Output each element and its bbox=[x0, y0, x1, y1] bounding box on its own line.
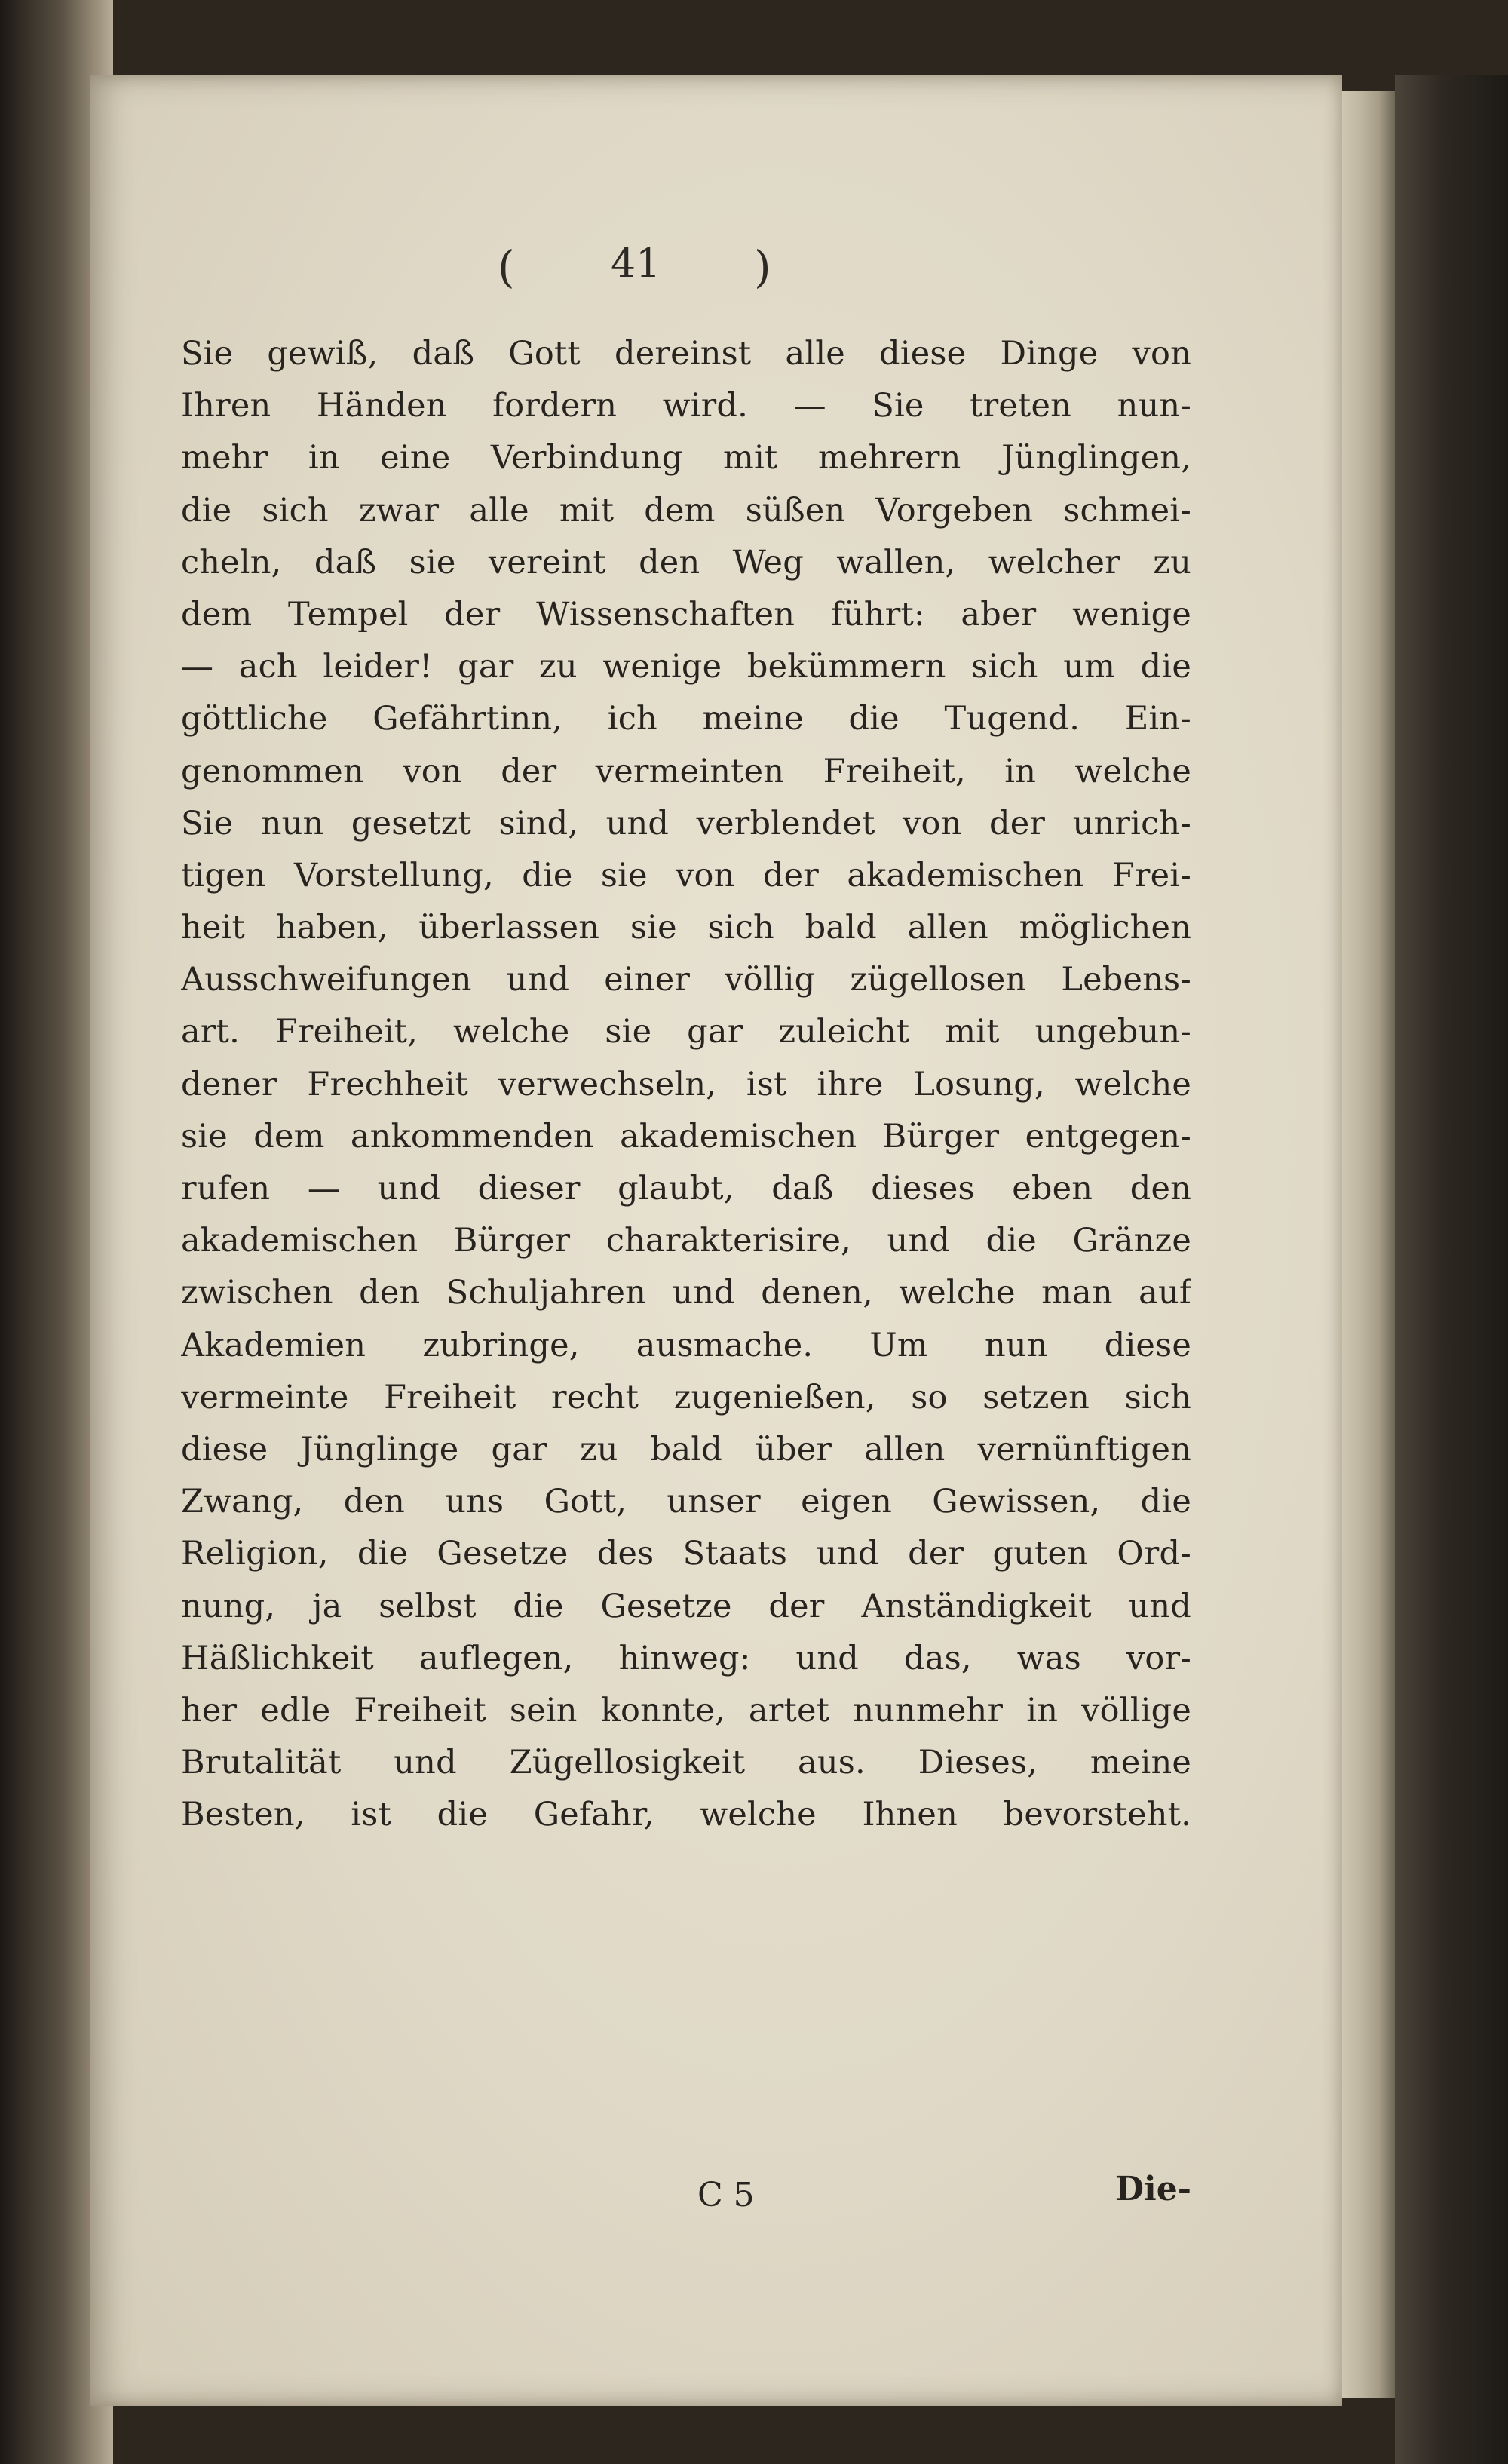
text-line: diese Jünglinge gar zu bald über allen vernünftigen bbox=[181, 1430, 1191, 1468]
text-line: Ihren Händen fordern wird. — Sie treten nun- bbox=[181, 387, 1191, 425]
catchword: Die- bbox=[1114, 2170, 1191, 2208]
text-line: göttliche Gefährtinn, ich meine die Tugend. Ein- bbox=[181, 700, 1191, 738]
text-line: vermeinte Freiheit recht zugenießen, so setzen sich bbox=[181, 1378, 1191, 1416]
text-line: art. Freiheit, welche sie gar zuleicht mit ungebun- bbox=[181, 1013, 1191, 1051]
page-number: 41 bbox=[611, 241, 661, 287]
text-line: Sie gewiß, daß Gott dereinst alle diese Dinge von bbox=[181, 335, 1191, 373]
page-header bbox=[498, 241, 799, 309]
background-margin bbox=[1395, 75, 1508, 2464]
text-line: nung, ja selbst die Gesetze der Anständigkeit und bbox=[181, 1587, 1191, 1625]
text-line: Zwang, den uns Gott, unser eigen Gewissen, die bbox=[181, 1483, 1191, 1521]
text-line: Besten, ist die Gefahr, welche Ihnen bevorsteht. bbox=[181, 1796, 1191, 1834]
text-line: dener Frechheit verwechseln, ist ihre Losung, welche bbox=[181, 1065, 1191, 1103]
text-line: cheln, daß sie vereint den Weg wallen, welcher zu bbox=[181, 543, 1191, 581]
text-line: Ausschweifungen und einer völlig zügellosen Lebens- bbox=[181, 961, 1191, 999]
text-line: tigen Vorstellung, die sie von der akademischen Frei- bbox=[181, 856, 1191, 894]
text-line: dem Tempel der Wissenschaften führt: aber wenige bbox=[181, 595, 1191, 634]
text-line: rufen — und dieser glaubt, daß dieses eben den bbox=[181, 1170, 1191, 1207]
page-footer bbox=[181, 2170, 1191, 2236]
text-line: mehr in eine Verbindung mit mehrern Jünglingen, bbox=[181, 439, 1191, 477]
signature-mark: C 5 bbox=[697, 2176, 755, 2214]
text-line: Akademien zubringe, ausmache. Um nun diese bbox=[181, 1326, 1191, 1364]
text-line: genommen von der vermeinten Freiheit, in welche bbox=[181, 752, 1191, 790]
text-line: heit haben, überlassen sie sich bald allen möglichen bbox=[181, 909, 1191, 947]
header-right-paren: ) bbox=[754, 241, 771, 293]
text-line: Religion, die Gesetze des Staats und der guten Ord- bbox=[181, 1535, 1191, 1573]
page-edge-stack bbox=[1342, 91, 1395, 2398]
text-line: sie dem ankommenden akademischen Bürger entgegen- bbox=[181, 1117, 1191, 1155]
header-left-paren: ( bbox=[498, 241, 515, 293]
text-line: her edle Freiheit sein konnte, artet nunmehr in völlige bbox=[181, 1691, 1191, 1729]
text-line: akademischen Bürger charakterisire, und die Gränze bbox=[181, 1222, 1191, 1260]
body-text bbox=[181, 328, 1191, 1841]
text-line: Sie nun gesetzt sind, und verblendet von der unrich- bbox=[181, 804, 1191, 842]
text-line: die sich zwar alle mit dem süßen Vorgeben schmei- bbox=[181, 491, 1191, 529]
text-line: zwischen den Schuljahren und denen, welche man auf bbox=[181, 1274, 1191, 1312]
text-line: — ach leider! gar zu wenige bekümmern sich um die bbox=[181, 648, 1191, 686]
text-line: Brutalität und Zügellosigkeit aus. Dieses, meine bbox=[181, 1744, 1191, 1782]
text-line: Häßlichkeit auflegen, hinweg: und das, was vor- bbox=[181, 1639, 1191, 1677]
